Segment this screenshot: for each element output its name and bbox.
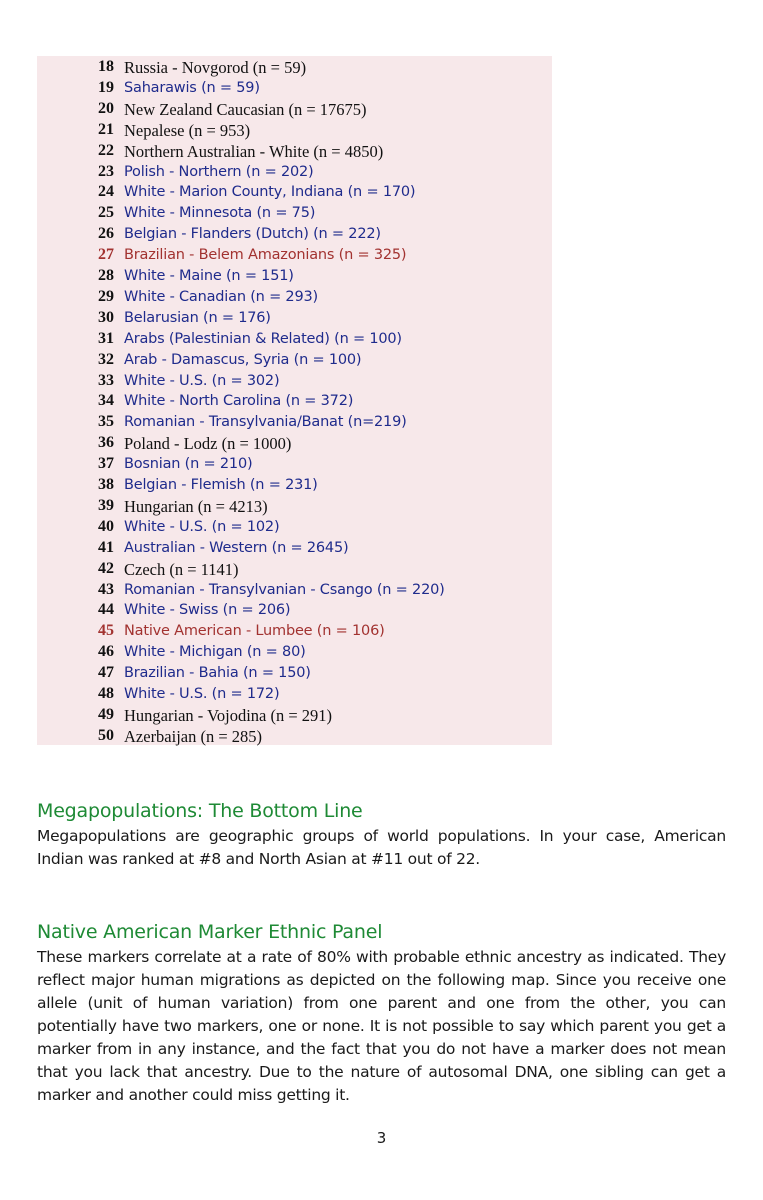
population-label: Brazilian - Bahia (n = 150)	[124, 665, 311, 682]
population-label: Belgian - Flemish (n = 231)	[124, 477, 318, 493]
table-row	[37, 600, 552, 621]
population-label: Poland - Lodz (n = 1000)	[124, 434, 292, 454]
population-label: White - U.S. (n = 102)	[124, 518, 280, 535]
population-label: Belgian - Flanders (Dutch) (n = 222)	[124, 226, 381, 243]
population-label: Belarusian (n = 176)	[124, 309, 271, 326]
rank-number: 30	[98, 308, 114, 326]
population-label: Nepalese (n = 953)	[124, 120, 251, 140]
table-row	[37, 454, 552, 475]
population-label: Polish - Northern (n = 202)	[124, 163, 314, 180]
rank-number: 40	[98, 517, 114, 535]
rank-number: 24	[98, 183, 114, 201]
rank-number: 41	[98, 538, 114, 556]
rank-number: 32	[98, 350, 114, 368]
rank-number: 18	[98, 58, 114, 75]
table-row	[37, 162, 552, 183]
table-row	[37, 245, 552, 266]
table-row	[37, 224, 552, 245]
table-row	[37, 538, 552, 559]
population-label: Native American - Lumbee (n = 106)	[124, 623, 385, 640]
table-row	[37, 496, 552, 517]
population-label: Bosnian (n = 210)	[124, 456, 253, 473]
rank-number: 36	[98, 434, 114, 452]
rank-number: 25	[98, 204, 114, 222]
table-row	[37, 287, 552, 308]
table-row	[37, 371, 552, 392]
rank-number: 26	[98, 225, 114, 243]
table-row	[37, 308, 552, 329]
population-ranking-table	[37, 56, 552, 745]
table-row	[37, 412, 552, 433]
population-label: Hungarian - Vojodina (n = 291)	[124, 705, 333, 725]
table-row	[37, 580, 552, 601]
rank-number: 38	[98, 476, 114, 493]
population-label: Azerbaijan (n = 285)	[124, 726, 263, 746]
rank-number: 21	[98, 120, 114, 138]
population-label: White - Swiss (n = 206)	[124, 602, 291, 619]
page-number: 3	[376, 1129, 387, 1147]
table-row	[37, 203, 552, 224]
population-label: Romanian - Transylvania/Banat (n=219)	[124, 414, 407, 431]
table-row	[37, 621, 552, 642]
native-panel-heading: Native American Marker Ethnic Panel	[37, 921, 383, 943]
rank-number: 39	[98, 496, 114, 514]
population-label: Czech (n = 1141)	[124, 559, 239, 579]
table-row	[37, 57, 552, 78]
population-label: White - Minnesota (n = 75)	[124, 205, 316, 222]
population-label: White - U.S. (n = 172)	[124, 686, 280, 702]
population-label: Northern Australian - White (n = 4850)	[124, 141, 384, 161]
population-label: White - North Carolina (n = 372)	[124, 393, 354, 410]
table-row	[37, 726, 552, 747]
rank-number: 43	[98, 580, 114, 598]
rank-number: 22	[98, 141, 114, 159]
rank-number: 42	[98, 559, 114, 577]
population-label: White - Maine (n = 151)	[124, 268, 294, 284]
population-label: White - Marion County, Indiana (n = 170)	[124, 184, 416, 201]
table-row	[37, 78, 552, 99]
population-label: White - Canadian (n = 293)	[124, 288, 318, 305]
population-label: Romanian - Transylvanian - Csango (n = 220)	[124, 581, 445, 598]
rank-number: 31	[98, 329, 114, 347]
population-label: Brazilian - Belem Amazonians (n = 325)	[124, 247, 407, 264]
population-label: Hungarian (n = 4213)	[124, 496, 268, 516]
rank-number: 27	[98, 246, 114, 264]
rank-number: 45	[98, 622, 114, 640]
table-row	[37, 663, 552, 684]
rank-number: 49	[98, 705, 114, 723]
rank-number: 20	[98, 99, 114, 117]
table-row	[37, 391, 552, 412]
table-row	[37, 559, 552, 580]
megapopulations-text: Megapopulations are geographic groups of world populations. In your case, American Indian was ranked at #8 and North Asian at #11 out of 22.	[37, 827, 726, 868]
native-panel-text: These markers correlate at a rate of 80% with probable ethnic ancestry as indicated. They reflect major human migrations as depicted on the following map. Since you receive one allele (unit of human variation) from one parent and one from the other, you can potentially have two markers, one or none. It is not possible to say which parent you get a marker from in any instance, and the fact that you do not have a marker does not mean that you lack that ancestry. Due to the nature of autosomal DNA, one sibling can get a marker and another could miss getting it.	[37, 948, 726, 1104]
table-row	[37, 99, 552, 120]
table-row	[37, 684, 552, 705]
population-label: White - Michigan (n = 80)	[124, 644, 306, 661]
table-row	[37, 266, 552, 287]
table-row	[37, 705, 552, 726]
population-label: White - U.S. (n = 302)	[124, 372, 280, 389]
rank-number: 48	[98, 685, 114, 702]
population-label: New Zealand Caucasian (n = 17675)	[124, 99, 367, 119]
table-row	[37, 517, 552, 538]
table-row	[37, 329, 552, 350]
rank-number: 33	[98, 371, 114, 389]
megapopulations-heading: Megapopulations: The Bottom Line	[37, 800, 363, 822]
population-label: Arabs (Palestinian & Related) (n = 100)	[124, 330, 402, 347]
population-label: Russia - Novgorod (n = 59)	[124, 58, 307, 77]
rank-number: 44	[98, 601, 114, 619]
rank-number: 35	[98, 413, 114, 431]
population-label: Saharawis (n = 59)	[124, 79, 260, 96]
rank-number: 28	[98, 267, 114, 284]
rank-number: 46	[98, 643, 114, 661]
rank-number: 23	[98, 162, 114, 180]
table-row	[37, 141, 552, 162]
rank-number: 19	[98, 78, 114, 96]
rank-number: 37	[98, 455, 114, 473]
rank-number: 34	[98, 392, 114, 410]
table-row	[37, 182, 552, 203]
rank-number: 29	[98, 287, 114, 305]
rank-number: 47	[98, 664, 114, 682]
rank-number: 50	[98, 726, 114, 744]
population-label: Australian - Western (n = 2645)	[124, 539, 349, 556]
table-row	[37, 350, 552, 371]
population-label: Arab - Damascus, Syria (n = 100)	[124, 351, 362, 368]
table-row	[37, 475, 552, 496]
table-row	[37, 433, 552, 454]
table-row	[37, 120, 552, 141]
table-row	[37, 642, 552, 663]
